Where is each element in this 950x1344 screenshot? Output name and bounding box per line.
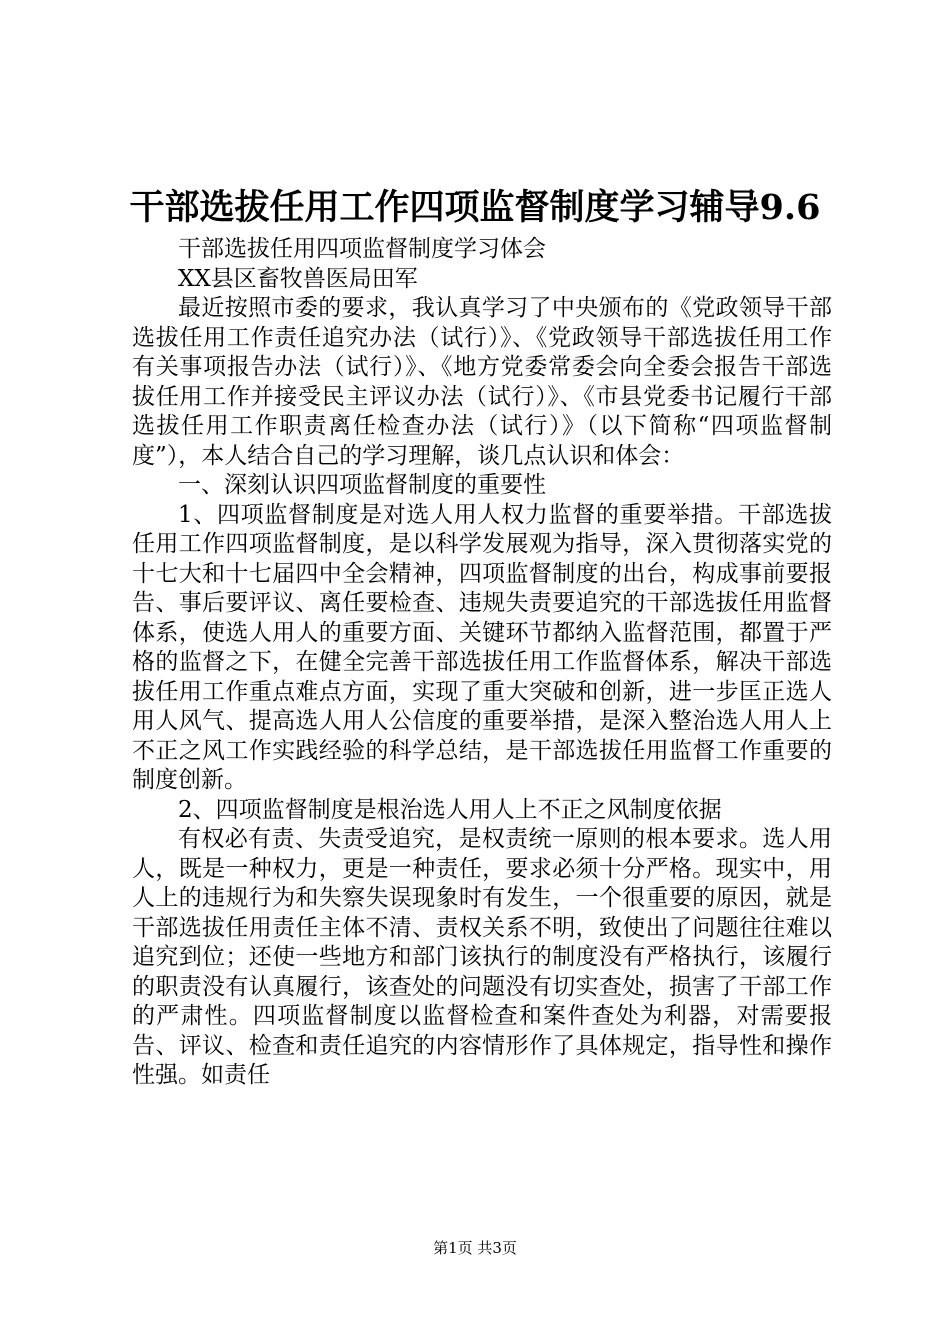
author-paragraph: XX县区畜牧兽医局田军 — [178, 265, 418, 292]
document-body — [132, 235, 832, 1091]
subsection-heading-2: 2、四项监督制度是根治选人用人上不正之风制度依据 — [178, 796, 722, 823]
section-heading-1: 一、深刻认识四项监督制度的重要性 — [178, 472, 546, 498]
page-number-footer: 第1页 共3页 — [433, 1239, 517, 1257]
intro-paragraph: 最近按照市委的要求，我认真学习了中央颁布的《党政领导干部选拔任用工作责任追究办法（试行）》、《党政领导干部选拔任用工作有关事项报告办法（试行）》、《地方党委常委会向全委会报告干部选拔任用工作并接受民主评议办法（试行）》、《市县党委书记履行干部选拔任用工作职责离任检查办法（试行）》（以下简称“四项监督制度”），本人结合自己的学习理解，谈几点认识和体会： — [132, 295, 832, 469]
body-paragraph-1: 1、四项监督制度是对选人用人权力监督的重要举措。干部选拔任用工作四项监督制度，是以科学发展观为指导，深入贯彻落实党的十七大和十七届四中全会精神，四项监督制度的出台，构成事前要报告、事后要评议、离任要检查、违规失责要追究的干部选拔任用监督体系，使选人用人的重要方面、关键环节都纳入监督范围，都置于严格的监督之下，在健全完善干部选拔任用工作监督体系，解决干部选拔任用工作重点难点方面，实现了重大突破和创新，进一步匡正选人用人风气、提高选人用人公信度的重要举措，是深入整治选人用人上不正之风工作实践经验的科学总结，是干部选拔任用监督工作重要的制度创新。 — [132, 501, 832, 793]
document-title: 干部选拔任用工作四项监督制度学习辅导9.6 — [129, 187, 821, 228]
body-paragraph-2: 有权必有责、失责受追究，是权责统一原则的根本要求。选人用人，既是一种权力，更是一种责任，要求必须十分严格。现实中，用人上的违规行为和失察失误现象时有发生，一个很重要的原因，就是干部选拔任用责任主体不清、责权关系不明，致使出了问题往往难以追究到位；还使一些地方和部门该执行的制度没有严格执行，该履行的职责没有认真履行，该查处的问题没有切实查处，损害了干部工作的严肃性。四项监督制度以监督检查和案件查处为利器，对需要报告、评议、检查和责任追究的内容情形作了具体规定，指导性和操作性强。如责任 — [132, 826, 832, 1088]
subtitle-paragraph: 干部选拔任用四项监督制度学习体会 — [178, 236, 546, 262]
